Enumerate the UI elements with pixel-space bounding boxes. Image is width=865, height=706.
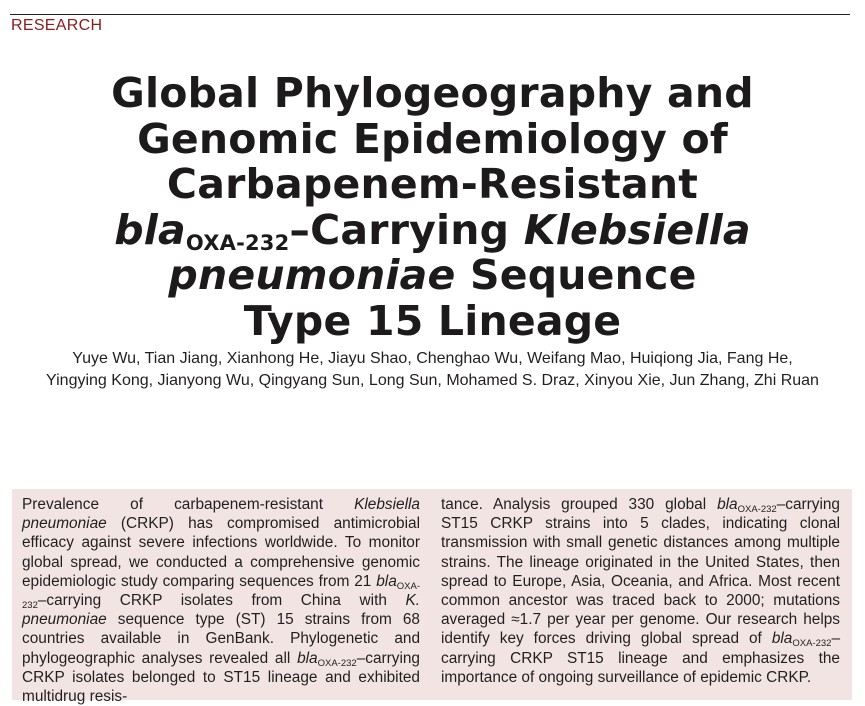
abstract-text: Prevalence of carbapenem-resistant [22,496,355,513]
abstract-gene-subscript: OXA-232 [792,638,832,650]
title-carrying: –Carrying [289,205,524,254]
abstract-text: –carrying ST15 CRKP strains into 5 clades, indicating clonal transmission with small genetic distances among multiple strains. The lineage originated in the United States, then spread to Europe, Asia, Oceania, and Africa. Most recent common ancestor was traced back to 2000; mutations averaged ≈1.7 per year per genome. Our research helps identify key forces driving global spread of [441,496,840,648]
title-line-3: Carbapenem-Resistant [166,160,699,208]
abstract-species-name: K. pneumoniae [22,592,420,629]
abstract-gene-name: bla [297,649,318,667]
top-rule [10,14,850,15]
abstract-text: (CRKP) has compromised antimicrobial efficacy against severe infections worldwide. To monitor global spread, we conducted a comprehensive genomic epidemiologic study comparing sequences from 21 [22,515,420,590]
title-genus: Klebsiella [523,205,751,254]
section-label: RESEARCH [11,17,103,34]
title-line-1: Global Phylogeography and [111,69,754,117]
abstract-text: –carrying CRKP isolates from China with [37,592,406,610]
title-line-6: Type 15 Lineage [243,296,622,345]
abstract-gene-name: bla [771,630,793,648]
author-list [0,348,865,392]
title-species: pneumoniae [168,251,456,299]
abstract-gene-name: bla [717,496,738,513]
abstract-text: –carrying CRKP ST15 lineage and emphasizes the importance of ongoing surveillance of epidemic CRKP. [441,630,840,686]
title-gene-name: bla [114,205,186,254]
abstract-gene-subscript: OXA-232 [737,504,777,515]
abstract-text: tance. Analysis grouped 330 global [441,496,718,513]
abstract-text: sequence type (ST) 15 strains from 68 countries available in GenBank. Phylogenetic and phylogeographic analyses revealed all [22,611,420,667]
article-title [40,71,825,344]
abstract-column-left [22,495,420,706]
abstract-paragraph-left [22,495,420,706]
abstract-box [12,489,852,706]
abstract-column-right [441,495,840,687]
authors-line-2: Yingying Kong, Jianyong Wu, Qingyang Sun, Long Sun, Mohamed S. Draz, Xinyou Xie, Jun Zhang, Zhi Ruan [46,372,819,389]
abstract-species-name: Klebsiella pneumoniae [22,496,420,533]
abstract-paragraph-right [441,495,840,687]
abstract-gene-subscript: OXA-232 [22,580,420,612]
abstract-gene-name: bla [376,572,397,590]
title-gene-subscript: OXA-232 [185,230,290,255]
title-line-2: Genomic Epidemiology of [137,114,728,163]
abstract-gene-subscript: OXA-232 [317,657,357,669]
abstract-text: –carrying CRKP isolates belonged to ST15 lineage and exhibited multidrug resis- [22,649,420,706]
title-sequence: Sequence [455,251,697,299]
authors-line-1: Yuye Wu, Tian Jiang, Xianhong He, Jiayu Shao, Chenghao Wu, Weifang Mao, Huiqiong Jia, Fang He, [72,350,793,367]
